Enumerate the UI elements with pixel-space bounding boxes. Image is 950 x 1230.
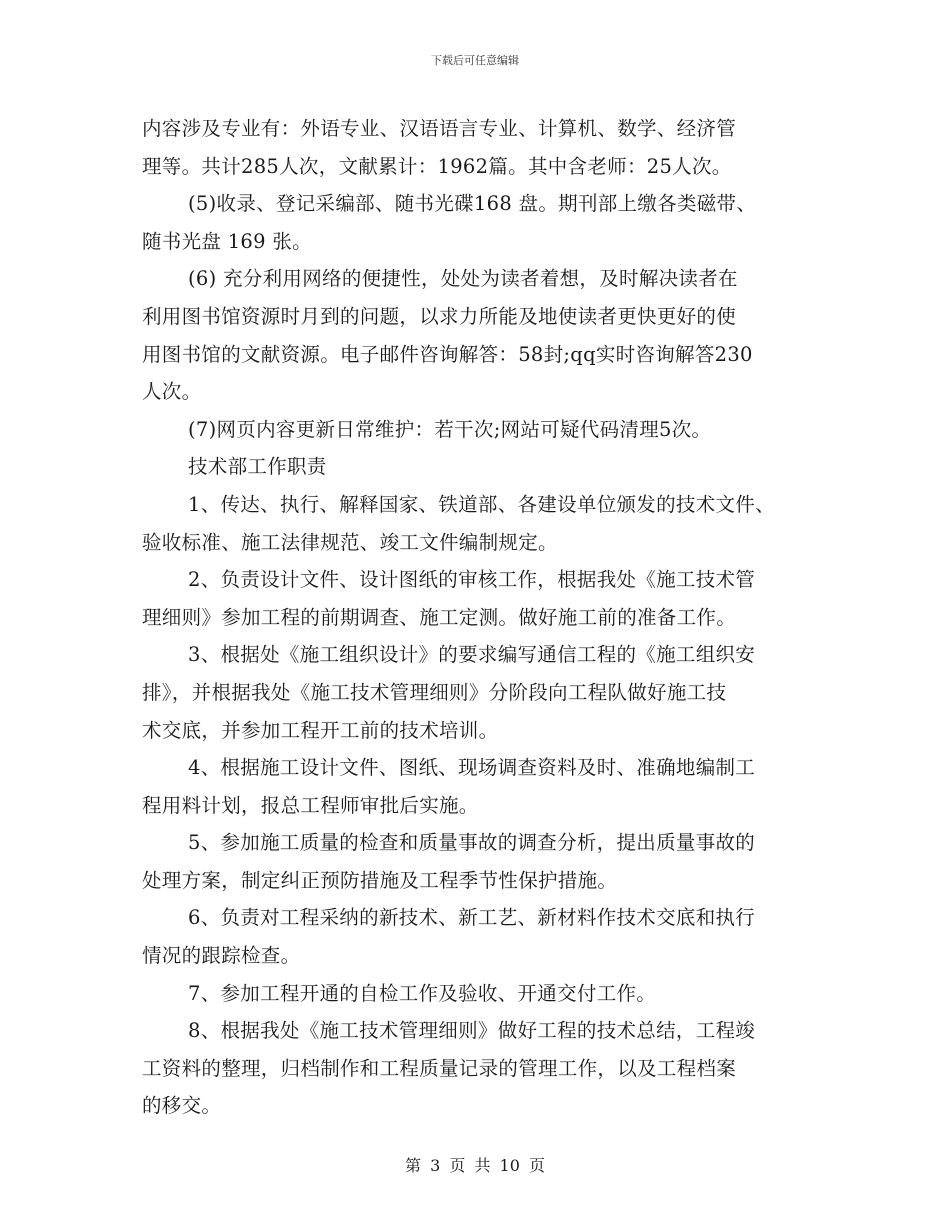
text-line: 工资料的整理，归档制作和工程质量记录的管理工作，以及工程档案 [142,1056,737,1080]
text-line: (7)网页内容更新日常维护：若干次;网站可疑代码清理5次。 [188,417,712,441]
text-line: 术交底，并参加工程开工前的技术培训。 [142,718,499,742]
text-line: 人次。 [142,380,202,404]
text-line: 1、传达、执行、解释国家、铁道部、各建设单位颁发的技术文件、 [188,492,775,516]
text-line: 验收标准、施工法律规范、竣工文件编制规定。 [142,530,558,554]
text-line: 8、根据我处《施工技术管理细则》做好工程的技术总结，工程竣 [188,1019,756,1043]
text-line: 的移交。 [142,1094,222,1118]
text-line: 6、负责对工程采纳的新技术、新工艺、新材料作技术交底和执行 [188,906,756,930]
page-footer: 第 3 页 共 10 页 [405,1156,545,1175]
text-line: 5、参加施工质量的检查和质量事故的调查分析，提出质量事故的 [188,831,756,855]
text-line: 用图书馆的文献资源。电子邮件咨询解答：58封;qq实时咨询解答230 [142,342,753,366]
text-line: 情况的跟踪检查。 [142,944,301,968]
text-line: 理等。共计285人次，文献累计：1962篇。其中含老师：25人次。 [142,154,732,178]
text-line: 7、参加工程开通的自检工作及验收、开通交付工作。 [188,981,657,1005]
text-line: 2、负责设计文件、设计图纸的审核工作，根据我处《施工技术管 [188,568,756,592]
text-line: 4、根据施工设计文件、图纸、现场调查资料及时、准确地编制工 [188,756,756,780]
text-line: (5)收录、登记采编部、随书光碟168 盘。期刊部上缴各类磁带、 [188,192,757,216]
text-line: 处理方案，制定纠正预防措施及工程季节性保护措施。 [142,868,618,892]
text-line: 排》，并根据我处《施工技术管理细则》分阶段向工程队做好施工技 [142,680,727,704]
text-line: 程用料计划，报总工程师审批后实施。 [142,793,479,817]
text-line: 随书光盘 169 张。 [142,229,312,253]
page-header: 下载后可任意编辑 [431,54,519,67]
text-line: 内容涉及专业有：外语专业、汉语语言专业、计算机、数学、经济管 [142,117,737,140]
text-line: (6) 充分利用网络的便捷性，处处为读者着想，及时解决读者在 [188,267,738,291]
text-line: 3、根据处《施工组织设计》的要求编写通信工程的《施工组织安 [188,643,756,667]
text-line: 理细则》参加工程的前期调查、施工定测。做好施工前的准备工作。 [142,605,737,629]
text-line: 利用图书馆资源时月到的问题，以求力所能及地使读者更快更好的使 [142,304,737,328]
text-line: 技术部工作职责 [188,455,327,479]
document-body [142,110,812,1125]
